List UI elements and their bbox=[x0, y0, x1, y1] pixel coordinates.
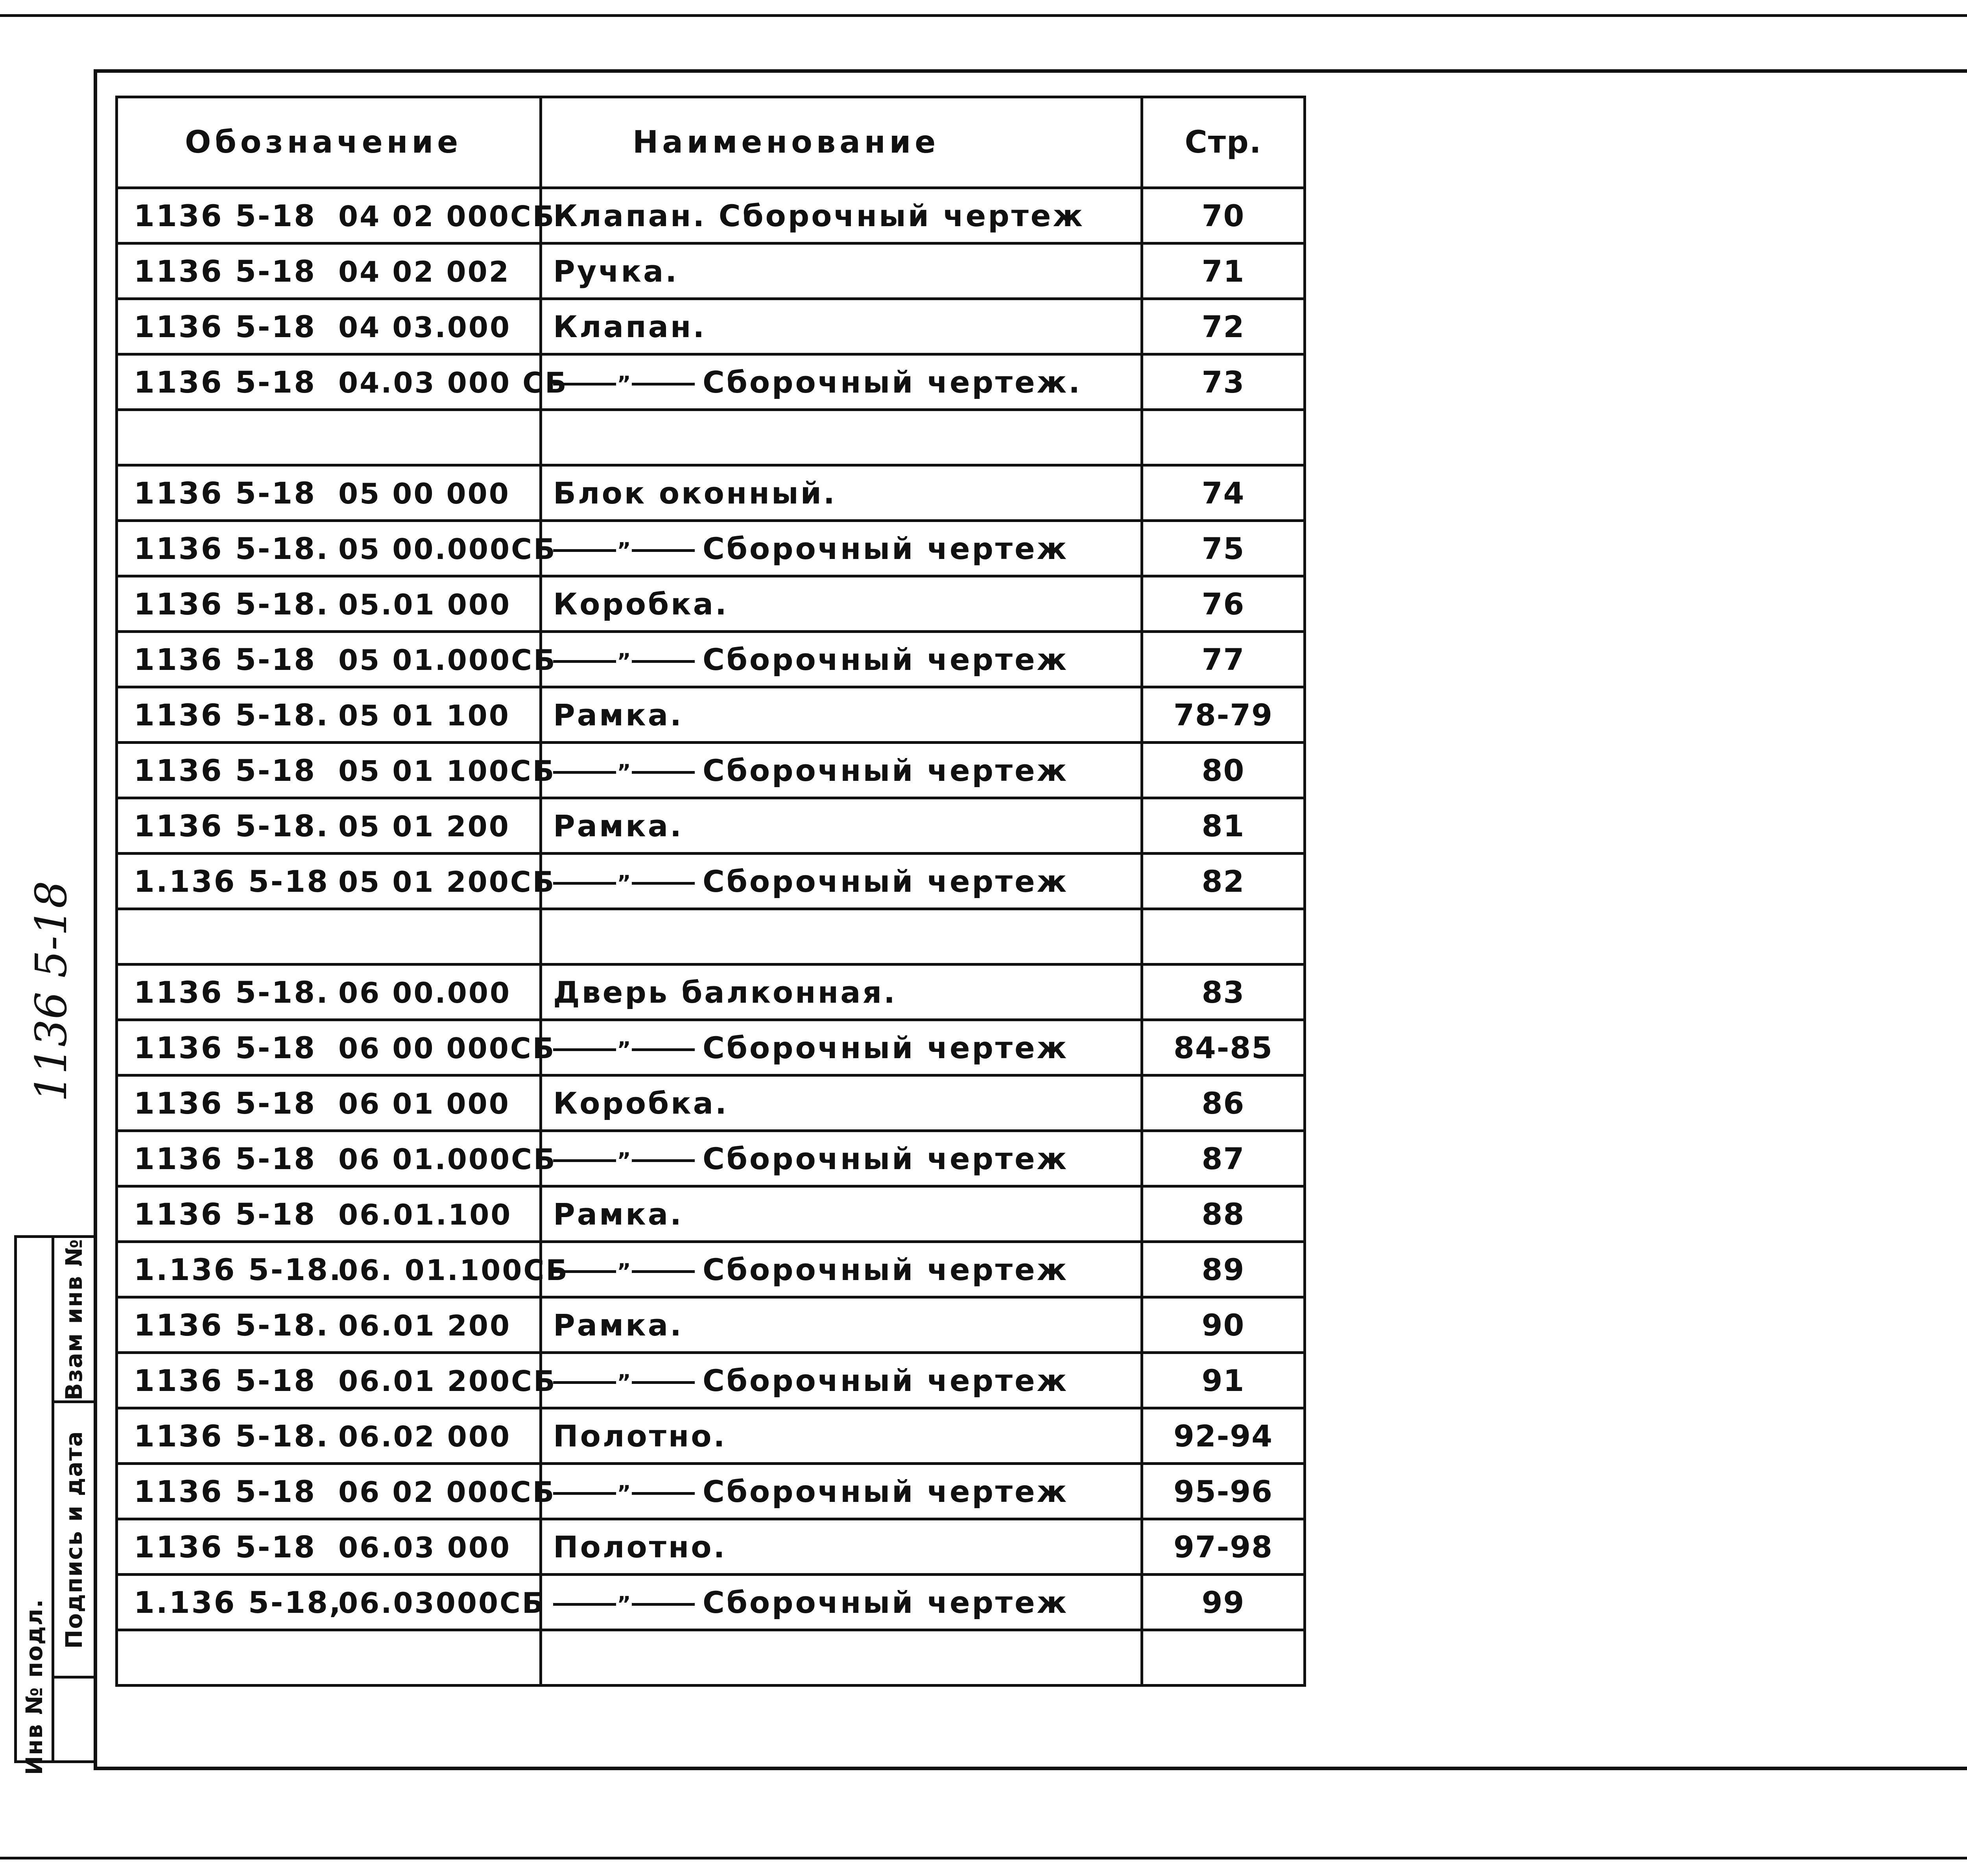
item-name: Клапан. Сборочный чертеж bbox=[553, 198, 1085, 233]
name-cell bbox=[541, 632, 1142, 687]
table-row bbox=[117, 1408, 1305, 1464]
table-row bbox=[117, 1075, 1305, 1131]
table-row bbox=[117, 1464, 1305, 1519]
item-name: Коробка. bbox=[553, 1085, 729, 1121]
page-cell: 70 bbox=[1142, 188, 1305, 243]
item-name: Сборочный чертеж bbox=[703, 753, 1069, 788]
contents-table bbox=[115, 96, 1306, 1687]
item-name: Сборочный чертеж. bbox=[703, 364, 1082, 400]
item-name: Ручка. bbox=[553, 253, 679, 289]
designation-series: 1136 5-18. bbox=[134, 586, 330, 622]
table-row bbox=[117, 465, 1305, 521]
table-row bbox=[117, 410, 1305, 465]
ditto-mark: ” bbox=[553, 753, 703, 788]
name-cell bbox=[541, 521, 1142, 576]
page-cell: 75 bbox=[1142, 521, 1305, 576]
name-cell bbox=[541, 1408, 1142, 1464]
page-cell: 81 bbox=[1142, 798, 1305, 854]
designation-cell bbox=[117, 299, 541, 354]
ditto-mark: ” bbox=[553, 1030, 703, 1065]
designation-code: 04.03 000 СБ bbox=[338, 366, 568, 399]
ditto-mark: ” bbox=[553, 1585, 703, 1620]
designation-code: 04 02 002 bbox=[338, 255, 510, 288]
table-row bbox=[117, 1020, 1305, 1075]
page-cell: 72 bbox=[1142, 299, 1305, 354]
designation-code: 06.02 000 bbox=[338, 1420, 511, 1453]
item-name: Рамка. bbox=[553, 808, 683, 843]
item-name: Коробка. bbox=[553, 586, 729, 622]
table-row bbox=[117, 965, 1305, 1020]
ditto-mark: ” bbox=[553, 1252, 703, 1287]
table-row bbox=[117, 1519, 1305, 1575]
table-row bbox=[117, 1131, 1305, 1186]
designation-series: 1136 5-18 bbox=[134, 1085, 317, 1121]
stamp-cell-inventory bbox=[17, 1598, 52, 1775]
page-cell bbox=[1142, 1630, 1305, 1686]
designation-code: 06.01 200СБ bbox=[338, 1364, 557, 1398]
stamp-inventory-label: Инв № подл. bbox=[21, 1598, 48, 1775]
stamp-replacement-label: Взам инв № bbox=[61, 1238, 87, 1400]
item-name: Дверь балконная. bbox=[553, 974, 897, 1010]
designation-code: 06 00.000 bbox=[338, 976, 511, 1009]
name-cell bbox=[541, 965, 1142, 1020]
name-cell bbox=[541, 299, 1142, 354]
name-cell bbox=[541, 1575, 1142, 1630]
table-row bbox=[117, 1630, 1305, 1686]
name-cell bbox=[541, 243, 1142, 299]
designation-cell bbox=[117, 1020, 556, 1075]
header-name: Наименование bbox=[541, 97, 1142, 188]
item-name: Сборочный чертеж bbox=[703, 863, 1069, 899]
designation-series: 1.136 5-18, bbox=[134, 1585, 342, 1620]
item-name: Сборочный чертеж bbox=[703, 1363, 1069, 1398]
table-row bbox=[117, 687, 1305, 743]
stamp-cell-replacement bbox=[54, 1238, 94, 1403]
page-cell: 74 bbox=[1142, 465, 1305, 521]
table-row bbox=[117, 576, 1305, 632]
designation-series: 1.136 5-18. bbox=[134, 1252, 342, 1287]
name-cell bbox=[541, 1186, 1142, 1242]
designation-cell bbox=[117, 354, 568, 410]
designation-series: 1136 5-18 bbox=[134, 1196, 317, 1232]
header-page: Стр. bbox=[1142, 97, 1305, 188]
designation-code: 05 01 200 bbox=[338, 810, 510, 843]
designation-cell bbox=[117, 743, 556, 798]
page-cell: 76 bbox=[1142, 576, 1305, 632]
item-name: Сборочный чертеж bbox=[703, 642, 1069, 677]
designation-code: 05 01 100 bbox=[338, 699, 510, 732]
designation-code: 06.03 000 bbox=[338, 1531, 511, 1564]
table-row bbox=[117, 632, 1305, 687]
designation-series: 1136 5-18. bbox=[134, 1418, 330, 1454]
item-name: Полотно. bbox=[553, 1529, 727, 1564]
stamp-cell-signature bbox=[54, 1403, 94, 1679]
ditto-mark: ” bbox=[553, 365, 703, 400]
item-name: Сборочный чертеж bbox=[703, 531, 1069, 566]
table-row bbox=[117, 1297, 1305, 1353]
page-cell bbox=[1142, 909, 1305, 965]
header-designation: Обозначение bbox=[117, 97, 541, 188]
name-cell bbox=[541, 1020, 1142, 1075]
page-cell: 87 bbox=[1142, 1131, 1305, 1186]
designation-cell bbox=[117, 1519, 541, 1575]
name-cell bbox=[541, 1353, 1142, 1408]
designation-cell bbox=[117, 1131, 557, 1186]
stamp-signature-label: Подпись и дата bbox=[61, 1430, 87, 1649]
item-name: Рамка. bbox=[553, 1307, 683, 1343]
item-name: Сборочный чертеж bbox=[703, 1585, 1069, 1620]
designation-cell bbox=[117, 521, 557, 576]
designation-cell bbox=[117, 854, 556, 909]
designation-cell bbox=[117, 465, 541, 521]
designation-series: 1136 5-18 bbox=[134, 309, 317, 344]
designation-cell bbox=[117, 1464, 556, 1519]
table-row bbox=[117, 854, 1305, 909]
page-cell: 88 bbox=[1142, 1186, 1305, 1242]
page-cell: 84-85 bbox=[1142, 1020, 1305, 1075]
designation-series: 1136 5-18 bbox=[134, 1529, 317, 1564]
table-row bbox=[117, 243, 1305, 299]
table-row bbox=[117, 743, 1305, 798]
designation-cell bbox=[117, 243, 541, 299]
table-row bbox=[117, 1186, 1305, 1242]
item-name: Сборочный чертеж bbox=[703, 1030, 1069, 1065]
designation-series: 1136 5-18. bbox=[134, 697, 330, 732]
designation-cell bbox=[117, 410, 541, 465]
designation-cell bbox=[117, 798, 541, 854]
designation-cell bbox=[117, 687, 541, 743]
item-name: Рамка. bbox=[553, 697, 683, 732]
page-cell: 73 bbox=[1142, 354, 1305, 410]
page-cell: 95-96 bbox=[1142, 1464, 1305, 1519]
designation-cell bbox=[117, 1353, 557, 1408]
designation-cell bbox=[117, 632, 557, 687]
page-cell: 83 bbox=[1142, 965, 1305, 1020]
name-cell bbox=[541, 576, 1142, 632]
item-name: Сборочный чертеж bbox=[703, 1252, 1069, 1287]
page-cell: 89 bbox=[1142, 1242, 1305, 1297]
designation-cell bbox=[117, 1075, 541, 1131]
designation-series: 1136 5-18 bbox=[134, 198, 317, 233]
table-row bbox=[117, 521, 1305, 576]
page-cell: 71 bbox=[1142, 243, 1305, 299]
designation-code: 06.01 200 bbox=[338, 1309, 511, 1342]
designation-series: 1136 5-18. bbox=[134, 1307, 330, 1343]
designation-series: 1136 5-18 bbox=[134, 1030, 317, 1065]
designation-series: 1136 5-18. bbox=[134, 531, 330, 566]
page-cell: 77 bbox=[1142, 632, 1305, 687]
designation-code: 06 02 000СБ bbox=[338, 1475, 556, 1509]
table-row bbox=[117, 299, 1305, 354]
designation-series: 1136 5-18 bbox=[134, 364, 317, 400]
side-stamp bbox=[14, 1235, 94, 1775]
designation-series: 1136 5-18. bbox=[134, 974, 330, 1010]
name-cell bbox=[541, 743, 1142, 798]
designation-code: 06 01.000СБ bbox=[338, 1142, 557, 1176]
designation-code: 05 01 200СБ bbox=[338, 865, 556, 898]
designation-cell bbox=[117, 1186, 541, 1242]
page-cell: 91 bbox=[1142, 1353, 1305, 1408]
designation-series: 1136 5-18 bbox=[134, 475, 317, 511]
name-cell bbox=[541, 188, 1142, 243]
name-cell bbox=[541, 1464, 1142, 1519]
item-name: Клапан. bbox=[553, 309, 707, 344]
sheet-bottom-border bbox=[0, 1857, 1967, 1859]
stamp-column-inventory bbox=[17, 1238, 54, 1775]
ditto-mark: ” bbox=[553, 1474, 703, 1509]
side-document-code bbox=[20, 880, 83, 1102]
designation-cell bbox=[117, 576, 541, 632]
table-body bbox=[117, 188, 1305, 1686]
table-row bbox=[117, 1353, 1305, 1408]
designation-code: 05 00 000 bbox=[338, 477, 510, 510]
designation-code: 04 03.000 bbox=[338, 310, 511, 344]
designation-series: 1136 5-18 bbox=[134, 253, 317, 289]
item-name: Сборочный чертеж bbox=[703, 1474, 1069, 1509]
ditto-mark: ” bbox=[553, 1363, 703, 1398]
designation-series: 1136 5-18. bbox=[134, 808, 330, 843]
designation-cell bbox=[117, 1297, 541, 1353]
designation-code: 05 01.000СБ bbox=[338, 643, 557, 677]
designation-series: 1136 5-18 bbox=[134, 753, 317, 788]
name-cell bbox=[541, 798, 1142, 854]
designation-code: 05 00.000СБ bbox=[338, 532, 557, 566]
name-cell bbox=[541, 1297, 1142, 1353]
page-cell: 99 bbox=[1142, 1575, 1305, 1630]
designation-cell bbox=[117, 1408, 541, 1464]
designation-cell bbox=[117, 1630, 541, 1686]
designation-cell bbox=[117, 909, 541, 965]
designation-cell bbox=[117, 1575, 545, 1630]
designation-code: 06 01 000 bbox=[338, 1087, 510, 1120]
table-row bbox=[117, 1242, 1305, 1297]
page-cell: 78-79 bbox=[1142, 687, 1305, 743]
ditto-mark: ” bbox=[553, 642, 703, 677]
name-cell bbox=[541, 1075, 1142, 1131]
page-cell: 86 bbox=[1142, 1075, 1305, 1131]
page-cell bbox=[1142, 410, 1305, 465]
designation-code: 04 02 000СБ bbox=[338, 199, 556, 233]
designation-code: 06.01.100 bbox=[338, 1198, 512, 1231]
designation-series: 1136 5-18 bbox=[134, 642, 317, 677]
stamp-column-signature bbox=[54, 1238, 96, 1760]
name-cell bbox=[541, 1630, 1142, 1686]
table-row bbox=[117, 1575, 1305, 1630]
table-row bbox=[117, 188, 1305, 243]
designation-series: 1136 5-18 bbox=[134, 1141, 317, 1176]
designation-cell bbox=[117, 1242, 569, 1297]
designation-series: 1136 5-18 bbox=[134, 1474, 317, 1509]
page-cell: 82 bbox=[1142, 854, 1305, 909]
designation-cell bbox=[117, 188, 556, 243]
table-row bbox=[117, 909, 1305, 965]
name-cell bbox=[541, 1519, 1142, 1575]
item-name: Полотно. bbox=[553, 1418, 727, 1454]
item-name: Блок оконный. bbox=[553, 475, 837, 511]
name-cell bbox=[541, 1242, 1142, 1297]
page-cell: 97-98 bbox=[1142, 1519, 1305, 1575]
page-cell: 90 bbox=[1142, 1297, 1305, 1353]
name-cell bbox=[541, 465, 1142, 521]
designation-code: 05.01 000 bbox=[338, 588, 511, 621]
page-cell: 80 bbox=[1142, 743, 1305, 798]
sheet-top-border bbox=[0, 14, 1967, 17]
page-cell: 92-94 bbox=[1142, 1408, 1305, 1464]
item-name: Сборочный чертеж bbox=[703, 1141, 1069, 1176]
item-name: Рамка. bbox=[553, 1196, 683, 1232]
table-row bbox=[117, 798, 1305, 854]
name-cell bbox=[541, 854, 1142, 909]
name-cell bbox=[541, 1131, 1142, 1186]
name-cell bbox=[541, 687, 1142, 743]
table-row bbox=[117, 354, 1305, 410]
designation-code: 06. 01.100СБ bbox=[338, 1253, 569, 1287]
designation-code: 05 01 100СБ bbox=[338, 754, 556, 788]
designation-series: 1.136 5-18 bbox=[134, 863, 330, 899]
designation-code: 06.03000СБ bbox=[338, 1586, 545, 1620]
designation-series: 1136 5-18 bbox=[134, 1363, 317, 1398]
designation-cell bbox=[117, 965, 541, 1020]
name-cell bbox=[541, 410, 1142, 465]
name-cell bbox=[541, 909, 1142, 965]
ditto-mark: ” bbox=[553, 1141, 703, 1176]
ditto-mark: ” bbox=[553, 864, 703, 899]
designation-code: 06 00 000СБ bbox=[338, 1031, 556, 1065]
ditto-mark: ” bbox=[553, 531, 703, 566]
name-cell bbox=[541, 354, 1142, 410]
side-document-code-text: 1136 5-18 bbox=[26, 880, 76, 1102]
table-header-row bbox=[117, 97, 1305, 188]
